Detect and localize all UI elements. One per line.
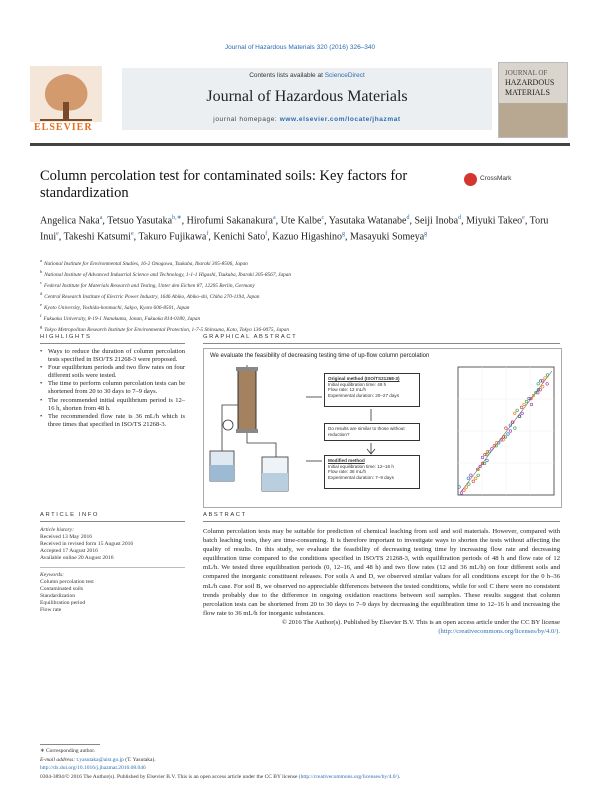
author-affiliation-marker[interactable]: a — [272, 215, 276, 221]
author-affiliation-marker[interactable]: a — [99, 215, 103, 221]
sciencedirect-link[interactable]: ScienceDirect — [324, 72, 365, 79]
journal-cover-image: JOURNAL OF HAZARDOUS MATERIALS — [498, 62, 568, 138]
doi-link[interactable]: http://dx.doi.org/10.1016/j.jhazmat.2016.08.046 — [40, 765, 146, 772]
author-affiliation-marker[interactable]: c — [321, 215, 325, 221]
history-label: Article history: — [40, 527, 75, 533]
author-name[interactable]: Takeshi Katsumi — [63, 231, 131, 243]
journal-citation[interactable]: Journal of Hazardous Materials 320 (2016) 326–340 — [224, 44, 376, 51]
issn-line: 0304-3894/© 2016 The Author(s). Published by Elsevier B.V. This is an open access article under the CC BY license (http://creativecommons.org/licenses/by/4.0/). — [40, 774, 401, 781]
highlights-list — [40, 348, 185, 429]
graphical-abstract-header — [203, 334, 560, 344]
author-affiliation-marker[interactable]: g — [424, 230, 428, 237]
journal-homepage: journal homepage: www.elsevier.com/locate/jhazmat — [213, 116, 401, 123]
graphical-abstract-caption: We evaluate the feasibility of decreasing testing time of up-flow column percolation — [210, 353, 430, 359]
author-affiliation-marker[interactable]: g — [342, 230, 346, 237]
author-name[interactable]: Takuro Fujikawa — [138, 231, 207, 243]
highlight-item: • The time to perform column percolation tests can be shortened from 20 to 30 days to 7–9 days. — [40, 380, 185, 396]
email-link[interactable]: t.yasutaka@aist.go.jp — [76, 756, 124, 763]
abstract-rule — [203, 521, 560, 522]
keyword-item: Contaminated soils — [40, 586, 84, 592]
masthead-divider — [30, 143, 570, 146]
modified-method-box: Modified method Initial equilibration time: 12–16 h Flow rate: 36 mL/h Experimental duration: 7–9 days — [324, 455, 420, 489]
original-method-box: Original method (ISO/TS21268-3) Initial equilibration time: 48 h Flow rate: 12 mL/h Experimental duration: 20–27 days — [324, 373, 420, 407]
author-name[interactable]: Miyuki Takeo — [466, 215, 523, 227]
article-info — [40, 527, 185, 614]
keyword-item: Standardization — [40, 593, 76, 599]
keywords-list — [40, 579, 185, 614]
corresponding-author-note: ∗ Corresponding author. — [40, 748, 96, 754]
article-title: Column percolation test for contaminated soils: Key factors for standardization — [40, 168, 408, 201]
author-affiliation-marker[interactable]: e — [130, 230, 134, 237]
article-info-header — [40, 512, 185, 522]
elsevier-wordmark: ELSEVIER — [34, 122, 93, 133]
contents-line: Contents lists available at ScienceDirect — [249, 72, 365, 79]
keyword-item: Column percolation test — [40, 579, 94, 585]
affiliation-item: $^e$Kyoto University, Yoshida-honmachi, Sakyo, Kyoto 606-8501, Japan — [40, 302, 190, 312]
graphical-abstract-rule — [203, 343, 560, 344]
arrows-graphic — [304, 389, 324, 469]
affiliation-item: $^c$Federal Institute for Materials Research and Testing, Unter den Eichen 87, 12205 Berlin, Germany — [40, 280, 255, 289]
author-name[interactable]: Seiji Inoba — [414, 215, 459, 227]
history-item: Received in revised form 15 August 2016 — [40, 541, 134, 547]
highlight-item: • Ways to reduce the duration of column percolation tests specified in ISO/TS 21268-3 were proposed. — [40, 348, 185, 364]
keywords-label: Keywords: — [40, 572, 65, 578]
author-affiliation-marker[interactable]: e — [522, 215, 525, 221]
highlight-item: • The recommended flow rate is 36 mL/h which is three times that specified in ISO/TS 21268-3. — [40, 413, 185, 429]
history-item: Available online 20 August 2016 — [40, 555, 114, 561]
affiliation-item: $^f$Fukuoka University, 8-19-1 Nanakuma, Jonan, Fukuoka 814-0180, Japan — [40, 313, 201, 323]
masthead — [30, 56, 570, 140]
author-affiliation-marker[interactable]: e — [56, 230, 59, 237]
author-name[interactable]: Yasutaka Watanabe — [328, 215, 407, 227]
highlight-item: • The recommended initial equilibrium period is 12–16 h, shorten from 48 h. — [40, 397, 185, 413]
footnote-rule — [40, 744, 100, 745]
comparison-scatter-plot — [452, 363, 558, 503]
abstract-heading: ABSTRACT — [203, 512, 247, 518]
author-affiliation-marker[interactable]: d — [458, 215, 462, 221]
email-line: E-mail address: t.yasutaka@aist.go.jp (T. Yasutaka). — [40, 756, 156, 763]
affiliation-item: $^b$National Institute of Advanced Industrial Science and Technology, 1-1-1 Higashi, Tsukuba, Ibaraki 305-8567, Japan — [40, 269, 292, 278]
author-affiliation-marker[interactable]: f — [206, 230, 209, 237]
article-info-heading: ARTICLE INFO — [40, 512, 100, 518]
history-list — [40, 534, 185, 562]
author-name[interactable]: Kenichi Sato — [213, 231, 266, 243]
highlights-header — [40, 334, 185, 344]
affiliation-item: $^d$Central Research Institute of Electric Power Industry, 1646 Abiko, Abiko-shi, Chiba 270-1194, Japan — [40, 291, 260, 300]
abstract-header — [203, 512, 560, 522]
abstract-body — [203, 527, 560, 636]
author-name[interactable]: Ute Kalbe — [280, 215, 322, 227]
homepage-link[interactable]: www.elsevier.com/locate/jhazmat — [279, 116, 401, 123]
highlights-heading: HIGHLIGHTS — [40, 334, 92, 340]
down-arrow-icon — [366, 409, 376, 455]
abstract-text: Column percolation tests may be suitable for prediction of chemical leaching from soil and soil materials. However, compared with batch leaching tests, they are time-consuming. It is therefore important to investigate ways to shorten the tests without affecting the quality of results. In this study, we evaluate the feasibility of decreasing testing time by increasing flow rate and decreasing equilibration time compared to the conditions specified in ISO/TS 21268-3, with equilibration periods of 48 h and flow rate of 12 mL/h. We tested three equilibration periods (0, 12–16, and 48 h) and two flow rates (12 and 36 mL/h) on four different soils and compared the inorganic constituent releases. For soils A and D, we observed similar values for all conditions except for the 0 h–36 mL/h case. For soil B, we observed no appreciable differences between the tested conditions, while for soil C there were no consistent trends probably due to the difference in ongoing oxidation reactions between soil samples. These results suggest that column percolation tests can be shortened from 20 to 30 days to 7–9 days by decreasing the equilibration time to 12–16 h and increasing the flow rate to 36 mL/h for inorganic substances. — [203, 528, 560, 617]
page-footer — [40, 744, 560, 782]
author-name[interactable]: Masayuki Someya — [350, 231, 425, 243]
abstract-copyright: © 2016 The Author(s). Published by Elsevier B.V. This is an open access article under the CC BY license (http://creativecommons.org/licenses/by/4.0/). — [281, 618, 560, 636]
author-affiliation-marker[interactable]: d — [406, 215, 410, 221]
journal-banner — [122, 68, 492, 130]
author-name[interactable]: Hirofumi Sakanakura — [186, 215, 273, 227]
history-item: Accepted 17 August 2016 — [40, 548, 98, 554]
history-item: Received 13 May 2016 — [40, 534, 93, 540]
keyword-item: Equilibration period — [40, 600, 86, 606]
author-name[interactable]: Angelica Naka — [40, 215, 100, 227]
affiliation-item: $^g$Tokyo Metropolitan Research Institute for Environmental Protection, 1-7-5 Shinsuna, Koto, Tokyo 136-0075, Japan — [40, 324, 290, 334]
keyword-item: Flow rate — [40, 607, 62, 613]
affiliation-item: $^a$National Institute for Environmental Studies, 16-2 Onogawa, Tsukuba, Ibaraki 305-8506, Japan — [40, 258, 248, 267]
author-name[interactable]: Toru Inui — [40, 215, 549, 243]
column-apparatus-illustration — [206, 365, 294, 495]
footer-license-link[interactable]: (http://creativecommons.org/licenses/by/4.0/). — [298, 774, 401, 781]
author-list: Angelica Naka$^a$, Tetsuo Yasutaka$^{b,∗}$, Hirofumi Sakanakura$^a$, Ute Kalbe$^c$, Yasutaka Watanabe$^d$, Seiji Inoba$^d$, Miyuki Takeo$^e$, Toru Inui$^e$, Takeshi Katsumi$^e$, Takuro Fujikawa$^f$, Kenichi Sato$^f$, Kazuo Higashino$^g$, Masayuki Someya$^g$ — [40, 215, 549, 243]
affiliation-list — [40, 257, 560, 334]
author-name[interactable]: Kazuo Higashino — [272, 231, 343, 243]
info-divider — [40, 567, 185, 568]
crossmark-icon — [464, 173, 477, 186]
elsevier-tree-logo — [30, 66, 102, 130]
author-affiliation-marker[interactable]: b,∗ — [172, 215, 182, 221]
highlight-item: • Four equilibrium periods and two flow rates on four different soils were tested. — [40, 364, 185, 380]
license-link[interactable]: (http://creativecommons.org/licenses/by/4.0/). — [438, 628, 560, 636]
graphical-abstract-figure — [203, 348, 562, 508]
crossmark-badge[interactable]: CrossMark — [464, 172, 510, 188]
comparison-question-box: Do results are similar to those without reduction? — [324, 423, 420, 441]
article-info-rule — [40, 521, 185, 522]
journal-title: Journal of Hazardous Materials — [206, 88, 408, 105]
author-affiliation-marker[interactable]: f — [265, 230, 268, 237]
graphical-abstract-heading: GRAPHICAL ABSTRACT — [203, 334, 298, 340]
highlights-rule — [40, 343, 185, 344]
author-name[interactable]: Tetsuo Yasutaka — [107, 215, 173, 227]
